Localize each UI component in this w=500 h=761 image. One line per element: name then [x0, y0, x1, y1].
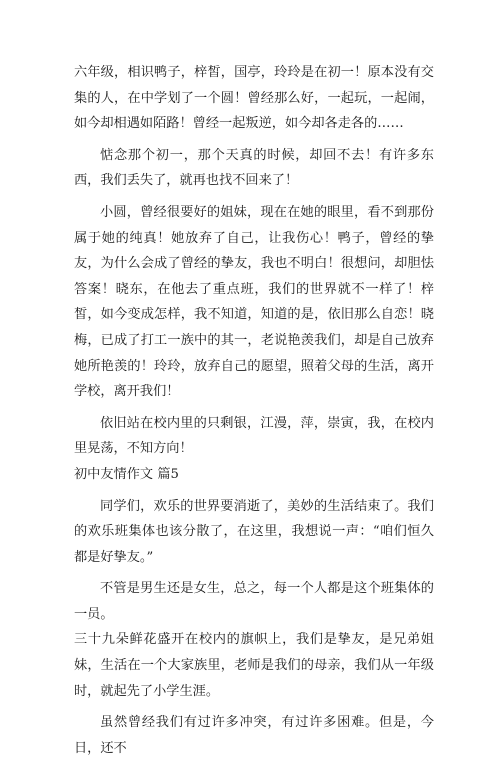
paragraph-1: 六年级，相识鸭子，梓皙，国亭，玲玲是在初一！原本没有交集的人，在中学划了一个圆！曾经那么好，一起玩，一起闹，如今却相遇如陌路！曾经一起叛逆，如今却各走各的……: [74, 65, 434, 132]
paragraph-5: 同学们，欢乐的世界要消逝了，美妙的生活结束了。我们的欢乐班集体也该分散了，在这里，我想说一声：“咱们恒久都是好挚友。”: [74, 498, 434, 565]
section-heading: 初中友情作文 篇5: [74, 466, 179, 482]
paragraph-8: 虽然曾经我们有过许多冲突，有过许多困难。但是，今日，还不: [74, 715, 434, 756]
paragraph-6: 不管是男生还是女生，总之，每一个人都是这个班集体的一员。: [74, 581, 434, 622]
paragraph-4: 依旧站在校内里的只剩银，江漫，萍，崇寅，我，在校内里晃荡，不知方向！: [74, 415, 434, 457]
paragraph-2: 惦念那个初一，那个天真的时候，却回不去！有许多东西，我们丢失了，就再也找不回来了！: [74, 147, 434, 189]
document-page: [74, 60, 448, 761]
paragraph-7: 三十九朵鲜花盛开在校内的旗帜上，我们是挚友，是兄弟姐妹，生活在一个大家族里，老师是我们的母亲，我们从一年级时，就起先了小学生涯。: [74, 632, 434, 699]
paragraph-3: 小圆，曾经很要好的姐妹，现在在她的眼里，看不到那份属于她的纯真！她放弃了自己，让我伤心！鸭子，曾经的挚友，为什么会成了曾经的挚友，我也不明白！很想问，却胆怯 答案！晓东，在他去了重点班，我们的世界就不一样了！梓皙，如今变成怎样，我不知道，知道的是，依旧那么自恋！晓梅，已成了打工一族中的其一，老说艳羡我们，却是自己放弃她所艳羡的！玲玲，放弃自己的愿望，照着父母的生活，离开学校，离开我们！: [74, 204, 448, 400]
